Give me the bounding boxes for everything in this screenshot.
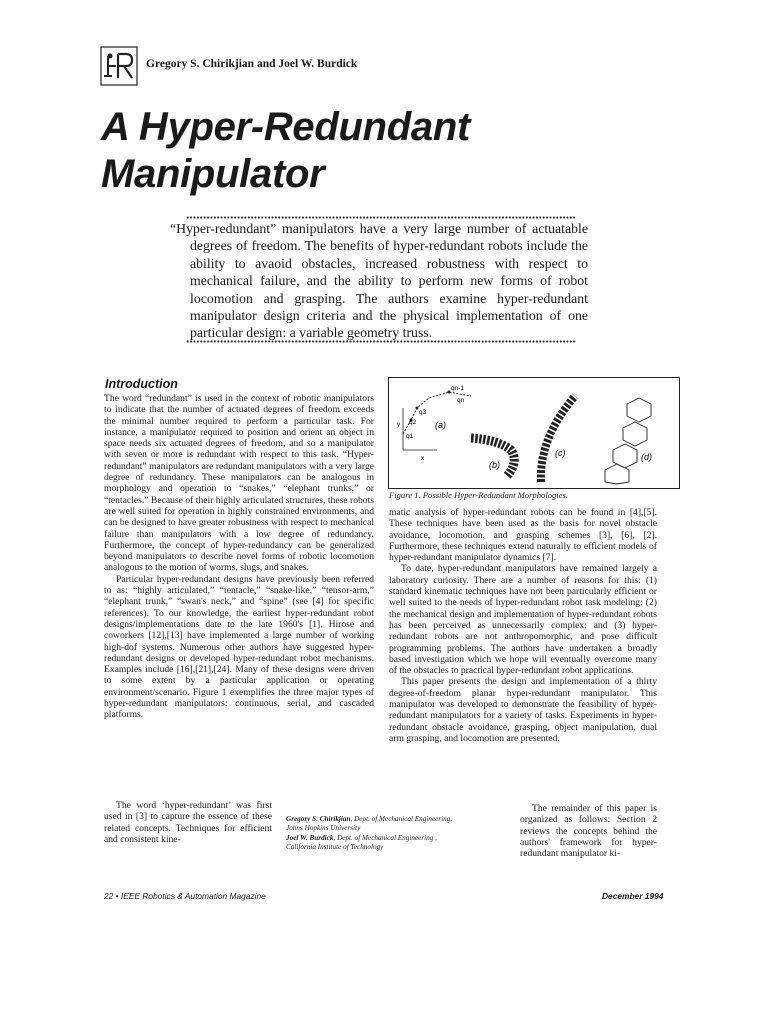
footnote-author-2: Joel W. Burdick	[286, 833, 334, 842]
abstract-bottom-rule	[186, 340, 576, 343]
left-column	[104, 393, 374, 721]
label-qn: qn	[457, 397, 465, 404]
footnote-author-1-affiliation: , Dept. of Mechanical Engineering,	[350, 815, 453, 823]
figure-1	[388, 377, 680, 489]
author-footnote	[286, 815, 496, 852]
footnote-author-1-institution: Johns Hopkins University	[286, 824, 361, 833]
footer-page-info: 22 • IEEE Robotics & Automation Magazine	[104, 891, 266, 901]
intro-paragraph-1: The word “redundant” is used in the context of robotic manipulators to indicate that the number of actuated degrees of freedom exceeds the minimal number required to perform a particular task. For instance, a manipulator required to position and orient an object in space needs six actuated degrees of freedom, and so a manipulator with seven or more is redundant with respect to this task. “Hyper-redundant” manipulators are redundant manipulators with a very large degree of redundancy. These manipulators can be analogous in morphology and operation to “snakes,” “elephant trunks,” or “tentacles.” Because of their highly articulated structures, these robots are well suited for operation in highly constrained environments, and can be designed to have greater robustness with respect to mechanical failure than manipulators with a low degree of redundancy. Furthermore, the concept of hyper-redundancy can be generalized beyond manipulators to describe novel forms of robotic locomotion analogous to the motion of worms, slugs, and snakes.	[104, 393, 374, 574]
label-q3: q3	[419, 409, 427, 416]
figure-caption: Figure 1. Possible Hyper-Redundant Morphologies.	[389, 490, 568, 500]
label-b: (b)	[489, 460, 500, 470]
footnote-author-1: Gregory S. Chirikjian	[286, 815, 351, 823]
intro-paragraph-3: The word ‘hyper-redundant’ was first used in [3] to capture the essence of these related concepts. Techniques for efficient and consistent kine-	[104, 800, 272, 845]
left-column-bottom	[104, 800, 272, 845]
title-line-1: A Hyper-Redundant	[101, 105, 470, 149]
label-a: (a)	[435, 420, 446, 430]
footnote-author-2-institution: California Institute of Technology	[286, 842, 384, 851]
right-paragraph-2: To date, hyper-redundant manipulators have remained largely a laboratory curiosity. There are a number of reasons for this: (1) standard kinematic techniques have not been particularly efficient or well suited to the needs of hyper-redundant robot task modeling; (2) the mechanical design and implementation of hyper-redundant robots has been perceived as unnecessarily complex; and (3) hyper-redundant robots are not anthropomorphic, and pose difficult programming problems. The authors have undertaken a broadly based investigation which we hope will eventually overcome many of the obstacles to practical hyper-redundant robot applications.	[389, 563, 657, 677]
intro-paragraph-2: Particular hyper-redundant designs have previously been referred to as: “highly articulated,” “tentacle,” “snake-like,” “tensor-arm,” “elephant trunk,” “swan's neck,” and “spine” (see [4] for specific references). To our knowledge, the earliest hyper-redundant robot designs/implementations date to the late 1960's [1]. Hirose and coworkers [12],[13] have implemented a large number of working high-dof systems. Numerous other authors have suggested hyper-redundant designs or developed hyper-redundant robot mechanisms. Examples include [16],[21],[24]. Many of these designs were driven to some extent by a particular application or operating environment/scenario. Figure 1 exemplifies the three major types of hyper-redundant manipulators: continuous, serial, and cascaded platforms.	[104, 573, 374, 721]
title-line-2: Manipulator	[101, 152, 325, 196]
abstract	[170, 220, 588, 342]
article-title	[101, 104, 470, 198]
label-q1: q1	[406, 433, 414, 440]
section-heading-introduction: Introduction	[105, 377, 178, 391]
label-qn-1: qn-1	[451, 385, 465, 392]
right-paragraph-3: This paper presents the design and implementation of a thirty degree-of-freedom planar hyper-redundant manipulator. This manipulator was developed to demonstrate the feasibility of hyper-redundant manipulators for a variety of tasks. Experiments in hyper-redundant obstacle avoidance, grasping, object manipulation, dual arm grasping, and locomotion are presented.	[389, 676, 657, 744]
abstract-text: “Hyper-redundant” manipulators have a very large number of actuatable degrees of freedom. The benefits of hyper-redundant robots include the ability to avaoid obstacles, increased robustness with respect to mechanical failure, and the ability to perform new forms of robot locomotion and grasping. The authors examine hyper-redundant manipulator design criteria and the physical implementation of one particular design: a variable geometry truss.	[170, 221, 588, 341]
abstract-top-rule	[186, 216, 576, 219]
label-d: (d)	[641, 452, 652, 462]
figure-1-drawing	[389, 378, 679, 488]
label-y: y	[397, 421, 401, 428]
footnote-author-2-affiliation: , Dept. of Mechanical Engineering ,	[333, 833, 437, 842]
footer-date: December 1994	[602, 891, 664, 901]
right-column	[389, 507, 657, 744]
label-q2: q2	[409, 419, 417, 426]
label-c: (c)	[555, 448, 566, 458]
label-x: x	[421, 455, 425, 462]
right-paragraph-4: The remainder of this paper is organized as follows: Section 2 reviews the concepts behind the authors' framework for hyper-redundant manipulator ki-	[520, 803, 657, 860]
right-paragraph-1: matic analysis of hyper-redundant robots can be found in [4],[5]. These techniques have been used as the basis for novel obstacle avoidance, locomotion, and grasping schemes [3], [6], [2]. Furthermore, these techniques extend naturally to efficient models of hyper-redundant manipulator dynamics [7].	[389, 507, 657, 564]
right-column-bottom	[520, 803, 657, 859]
header-authors: Gregory S. Chirikjian and Joel W. Burdick	[146, 58, 358, 70]
journal-logo-icon	[100, 46, 138, 86]
